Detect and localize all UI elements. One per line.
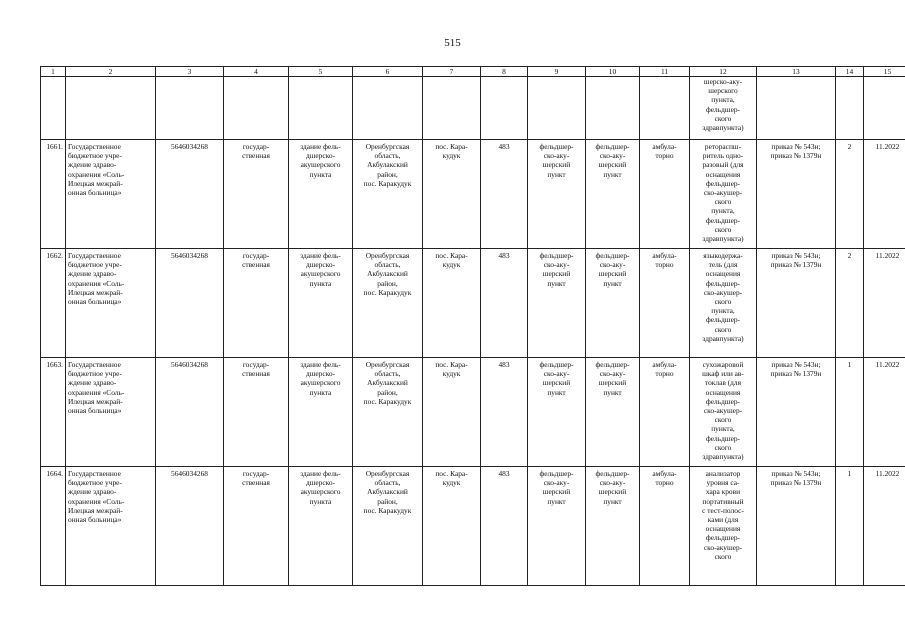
table-cell: Государственное бюджетное учре- ждение здраво- охранения «Соль- Илецкая межрай- онная больница» — [66, 358, 156, 467]
table-cell: амбула- торно — [640, 249, 690, 358]
table-cell — [586, 77, 640, 140]
table-row — [41, 249, 905, 358]
table-cell: языкодержа- тель (для оснащения фельдшер- ско-акушер- ского пункта, фельдшер- ского здравпункта) — [690, 249, 757, 358]
column-number-12: 12 — [690, 67, 757, 77]
table-cell: государ- ственная — [224, 467, 289, 586]
table-cell — [289, 77, 353, 140]
table-cell: Оренбургская область, Акбулакский район, пос. Каракудук — [353, 140, 423, 249]
table-cell — [41, 77, 66, 140]
table-cell: приказ № 543н; приказ № 1379н — [757, 140, 836, 249]
table-cell — [224, 77, 289, 140]
table-cell: 483 — [481, 140, 528, 249]
table-cell: здание фель- дшерско- акушерского пункта — [289, 467, 353, 586]
table-cell: приказ № 543н; приказ № 1379н — [757, 467, 836, 586]
table-cell: пос. Кара- кудук — [423, 140, 481, 249]
table-cell: фельдшер- ско-аку- шерский пункт — [586, 249, 640, 358]
table-cell: здание фель- дшерско- акушерского пункта — [289, 249, 353, 358]
table-cell: фельдшер- ско-аку- шерский пункт — [586, 140, 640, 249]
table-cell: 1664. — [41, 467, 66, 586]
column-number-5: 5 — [289, 67, 353, 77]
column-number-9: 9 — [528, 67, 586, 77]
table-cell: 11.2022 — [864, 467, 905, 586]
table-cell: Оренбургская область, Акбулакский район, пос. Каракудук — [353, 358, 423, 467]
table-cell: 11.2022 — [864, 358, 905, 467]
table-cell: фельдшер- ско-аку- шерский пункт — [528, 358, 586, 467]
table-cell — [836, 77, 864, 140]
table-cell: 2 — [836, 249, 864, 358]
table-cell: шерско-аку- шерского пункта, фельдшер- ского здравпункта) — [690, 77, 757, 140]
table-cell: Государственное бюджетное учре- ждение здраво- охранения «Соль- Илецкая межрай- онная больница» — [66, 249, 156, 358]
continuation-row — [41, 77, 905, 140]
table-cell: амбула- торно — [640, 467, 690, 586]
table-cell: 1 — [836, 467, 864, 586]
table-cell: фельдшер- ско-аку- шерский пункт — [586, 467, 640, 586]
table-cell: Оренбургская область, Акбулакский район, пос. Каракудук — [353, 249, 423, 358]
table-cell — [481, 77, 528, 140]
table-cell: здание фель- дшерско- акушерского пункта — [289, 140, 353, 249]
table-cell: государ- ственная — [224, 358, 289, 467]
table-cell — [864, 77, 905, 140]
table-cell: 483 — [481, 467, 528, 586]
column-number-15: 15 — [864, 67, 905, 77]
column-number-3: 3 — [156, 67, 224, 77]
table-cell: пос. Кара- кудук — [423, 358, 481, 467]
table-row — [41, 467, 905, 586]
table-cell: фельдшер- ско-аку- шерский пункт — [528, 140, 586, 249]
table-cell: здание фель- дшерско- акушерского пункта — [289, 358, 353, 467]
table-row — [41, 358, 905, 467]
table-cell — [757, 77, 836, 140]
table-cell: 2 — [836, 140, 864, 249]
column-number-8: 8 — [481, 67, 528, 77]
table-cell: сухожаровой шкаф или ав- токлав (для оснащения фельдшер- ско-акушер- ского пункта, фельдшер- ского здравпункта) — [690, 358, 757, 467]
table-cell: государ- ственная — [224, 249, 289, 358]
table-cell: 11.2022 — [864, 249, 905, 358]
column-number-4: 4 — [224, 67, 289, 77]
register-table — [40, 66, 905, 586]
table-cell: фельдшер- ско-аку- шерский пункт — [586, 358, 640, 467]
column-number-14: 14 — [836, 67, 864, 77]
table-cell: фельдшер- ско-аку- шерский пункт — [528, 467, 586, 586]
table-cell: 1663. — [41, 358, 66, 467]
table-cell: 1661. — [41, 140, 66, 249]
table-row — [41, 140, 905, 249]
table-cell — [66, 77, 156, 140]
table-cell: Оренбургская область, Акбулакский район, пос. Каракудук — [353, 467, 423, 586]
table-cell: фельдшер- ско-аку- шерский пункт — [528, 249, 586, 358]
table-cell — [640, 77, 690, 140]
table-cell — [423, 77, 481, 140]
table-cell: амбула- торно — [640, 140, 690, 249]
table-cell: 5646034268 — [156, 467, 224, 586]
table-cell: ретораспш- ритель одно- разовый (для оснащения фельдшер- ско-акушер- ского пункта, фельдшер- ского здравпункта) — [690, 140, 757, 249]
table-cell: анализатор уровня са- хара крови портативный с тест-полос- ками (для оснащения фельдшер- ско-акушер- ского — [690, 467, 757, 586]
table-cell: 1 — [836, 358, 864, 467]
table-cell: Государственное бюджетное учре- ждение здраво- охранения «Соль- Илецкая межрай- онная больница» — [66, 467, 156, 586]
table-cell: 5646034268 — [156, 358, 224, 467]
table-cell: 483 — [481, 249, 528, 358]
column-number-2: 2 — [66, 67, 156, 77]
table-cell — [353, 77, 423, 140]
table-cell: приказ № 543н; приказ № 1379н — [757, 358, 836, 467]
table-cell — [528, 77, 586, 140]
table-cell: амбула- торно — [640, 358, 690, 467]
table-cell: Государственное бюджетное учре- ждение здраво- охранения «Соль- Илецкая межрай- онная больница» — [66, 140, 156, 249]
table-cell: 5646034268 — [156, 140, 224, 249]
column-number-7: 7 — [423, 67, 481, 77]
table-cell: 5646034268 — [156, 249, 224, 358]
page-number: 515 — [444, 37, 461, 49]
table-cell: приказ № 543н; приказ № 1379н — [757, 249, 836, 358]
table-cell: 1662. — [41, 249, 66, 358]
table-cell: пос. Кара- кудук — [423, 249, 481, 358]
table-cell: пос. Кара- кудук — [423, 467, 481, 586]
table-cell: государ- ственная — [224, 140, 289, 249]
table-cell: 11.2022 — [864, 140, 905, 249]
column-number-13: 13 — [757, 67, 836, 77]
column-number-1: 1 — [41, 67, 66, 77]
column-number-11: 11 — [640, 67, 690, 77]
column-number-10: 10 — [586, 67, 640, 77]
table-cell: 483 — [481, 358, 528, 467]
column-number-6: 6 — [353, 67, 423, 77]
table-cell — [156, 77, 224, 140]
header-row — [41, 67, 905, 77]
